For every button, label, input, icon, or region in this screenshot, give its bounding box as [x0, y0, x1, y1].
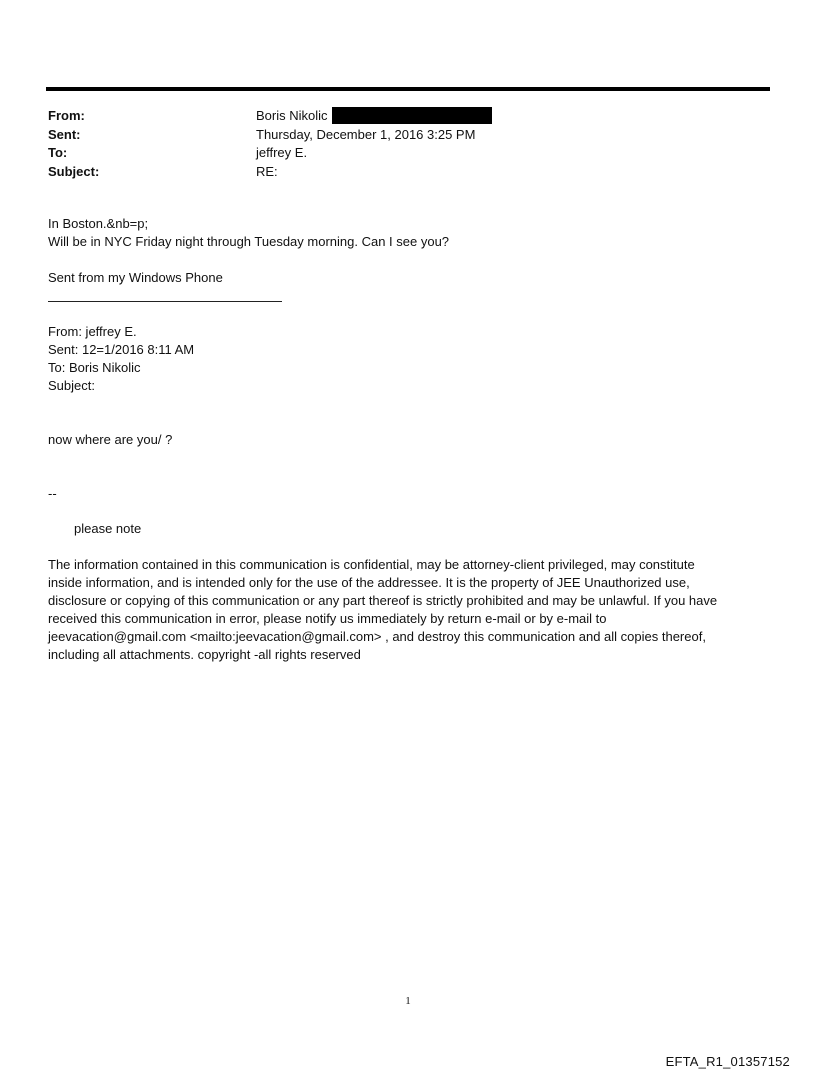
from-value — [256, 107, 492, 126]
confidentiality-disclaimer — [48, 556, 773, 664]
reply-signature-block — [48, 269, 773, 287]
please-note-block — [48, 520, 773, 538]
reply-signature: Sent from my Windows Phone — [48, 270, 223, 285]
redaction-box — [332, 107, 492, 124]
quoted-from: From: jeffrey E. — [48, 324, 137, 339]
reply-line-1: In Boston.&nb=p; — [48, 216, 149, 231]
sent-value: Thursday, December 1, 2016 3:25 PM — [256, 126, 476, 142]
to-row — [48, 144, 492, 163]
disclaimer-line-6: including all attachments. copyright -all rights reserved — [48, 647, 361, 662]
quoted-message: now where are you/ ? — [48, 432, 173, 447]
quoted-subject: Subject: — [48, 378, 95, 393]
from-row — [48, 107, 492, 126]
email-header — [48, 107, 492, 181]
signature-dashes: -- — [48, 486, 57, 501]
header-rule — [46, 87, 770, 91]
signature-dashes-block — [48, 485, 773, 503]
subject-value: RE: — [256, 163, 278, 179]
quoted-sent: Sent: 12=1/2016 8:11 AM — [48, 342, 195, 357]
quoted-header — [48, 323, 773, 395]
disclaimer-line-3: disclosure or copying of this communication or any part thereof is strictly prohibited and may be unlawful. If you have — [48, 593, 718, 608]
quoted-to: To: Boris Nikolic — [48, 360, 141, 375]
subject-row — [48, 163, 492, 182]
subject-label: Subject: — [48, 163, 100, 179]
from-name: Boris Nikolic — [256, 108, 328, 123]
quoted-message-block — [48, 431, 773, 449]
page-number: 1 — [405, 995, 411, 1007]
reply-line-2: Will be in NYC Friday night through Tuesday morning. Can I see you? — [48, 234, 450, 249]
sent-row — [48, 126, 492, 145]
reply-body — [48, 215, 773, 251]
to-value: jeffrey E. — [256, 145, 308, 160]
disclaimer-line-5: jeevacation@gmail.com <mailto:jeevacation@gmail.com> , and destroy this communication and all copies thereof, — [48, 629, 706, 644]
quote-separator — [48, 301, 282, 302]
document-id: EFTA_R1_01357152 — [665, 1054, 790, 1069]
from-label: From: — [48, 108, 85, 123]
disclaimer-line-4: received this communication in error, please notify us immediately by return e-mail or by e-mail to — [48, 611, 607, 626]
disclaimer-line-1: The information contained in this communication is confidential, may be attorney-client privileged, may constitute — [48, 557, 695, 572]
sent-label: Sent: — [48, 126, 81, 142]
disclaimer-line-2: inside information, and is intended only for the use of the addressee. It is the property of JEE Unauthorized use, — [48, 575, 690, 590]
to-label: To: — [48, 145, 68, 160]
please-note: please note — [74, 521, 142, 536]
